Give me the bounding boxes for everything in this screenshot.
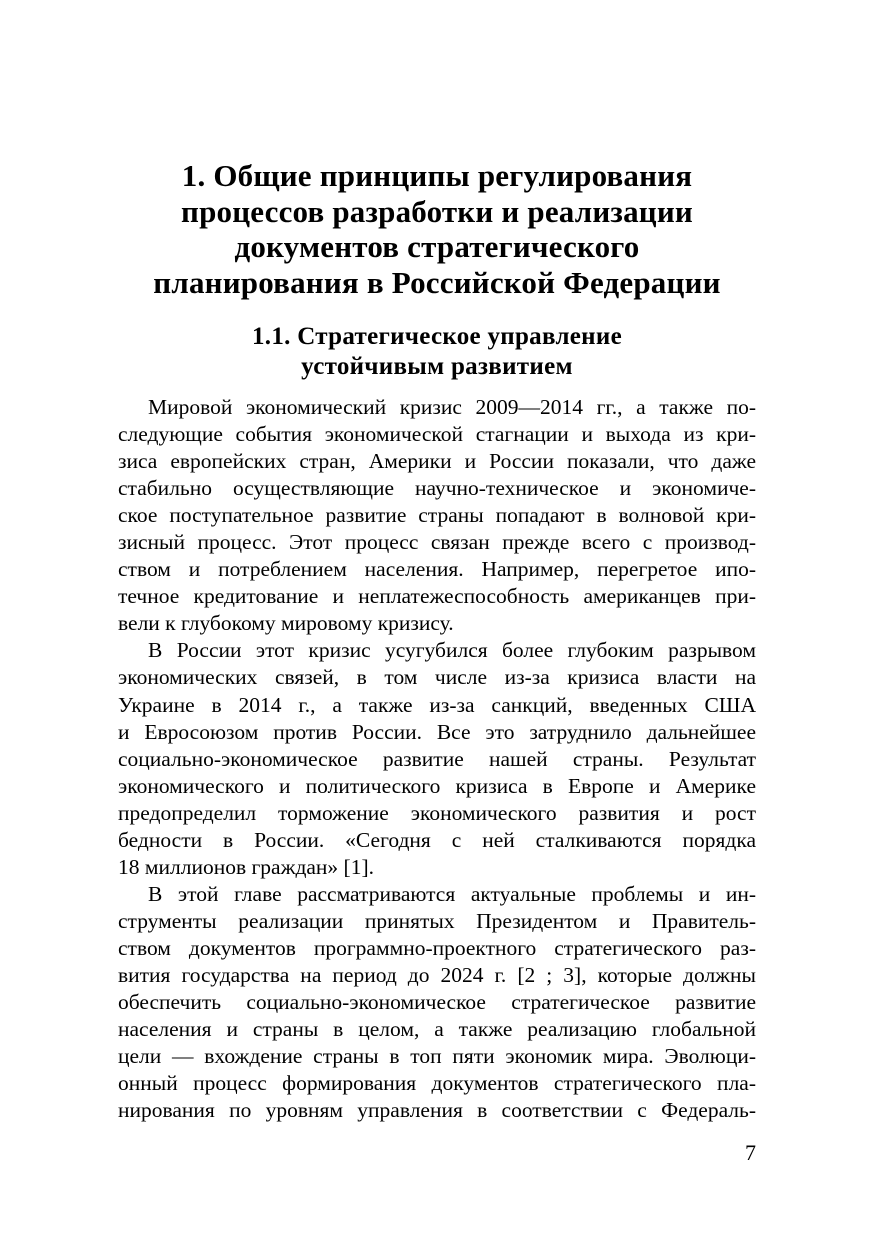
section-title-line: 1.1. Стратегическое управление [252,323,622,350]
paragraph-line: следующие события экономической стагнации и выхода из кри- [118,422,756,447]
paragraph-line: экономического и политического кризиса в Европе и Америке [118,773,756,798]
paragraph-line: Украине в 2014 г., а также из-за санкций, введенных США [118,692,756,717]
paragraph-line: зисный процесс. Этот процесс связан прежде всего с производ- [118,530,756,555]
paragraph-line: течное кредитование и неплатежеспособность американцев при- [118,584,756,609]
paragraph-line: экономических связей, в том числе из-за кризиса власти на [118,665,756,690]
paragraph-line: В этой главе рассматриваются актуальные проблемы и ин- [148,881,756,906]
chapter-title-line: документов стратегического [234,229,640,264]
paragraph-line: В России этот кризис усугубился более глубоким разрывом [148,638,756,663]
chapter-title-line: планирования в Российской Федерации [153,264,721,300]
section-title [120,322,754,382]
paragraph-line: населения и страны в целом, а также реализацию глобальной [118,1017,756,1042]
paragraph-line: вития государства на период до 2024 г. [2 ; 3], которые должны [118,962,756,987]
paragraph-line: 18 миллионов граждан» [1]. [118,854,375,879]
chapter-title [100,158,774,300]
paragraph-line: и Евросоюзом против России. Все это затруднило дальнейшее [118,719,756,744]
body-text [118,394,756,1124]
paragraph-line: предопределил торможение экономического развития и рост [118,800,756,825]
chapter-title-line: 1. Общие принципы регулирования [181,158,693,193]
paragraph-line: цели — вхождение страны в топ пяти экономик мира. Эволюци- [118,1044,756,1069]
paragraph-line: стабильно осуществляющие научно-техническое и экономиче- [118,476,756,501]
paragraph-line: струменты реализации принятых Президентом и Правитель- [118,908,756,933]
chapter-title-line: процессов разработки и реализации [181,193,693,229]
paragraph-line: бедности в России. «Сегодня с ней сталкиваются порядка [118,827,756,852]
paragraph-line: ством документов программно-проектного стратегического раз- [118,935,756,960]
page-number: 7 [745,1140,756,1165]
paragraph-line: зиса европейских стран, Америки и России показали, что даже [118,449,756,474]
paragraph-line: нирования по уровням управления в соответствии с Федераль- [118,1098,756,1123]
paragraph-line: ское поступательное развитие страны попадают в волновой кри- [118,503,756,528]
section-title-line: устойчивым развитием [301,353,573,380]
paragraph-line: обеспечить социально-экономическое стратегическое развитие [118,990,756,1015]
paragraph-line: ством и потреблением населения. Например, перегретое ипо- [118,557,756,582]
paragraph-line: Мировой экономический кризис 2009—2014 гг., а также по- [148,395,756,419]
paragraph-line: социально-экономическое развитие нашей страны. Результат [118,746,756,771]
paragraph-line: вели к глубокому мировому кризису. [118,611,454,636]
paragraph-line: онный процесс формирования документов стратегического пла- [118,1071,756,1096]
